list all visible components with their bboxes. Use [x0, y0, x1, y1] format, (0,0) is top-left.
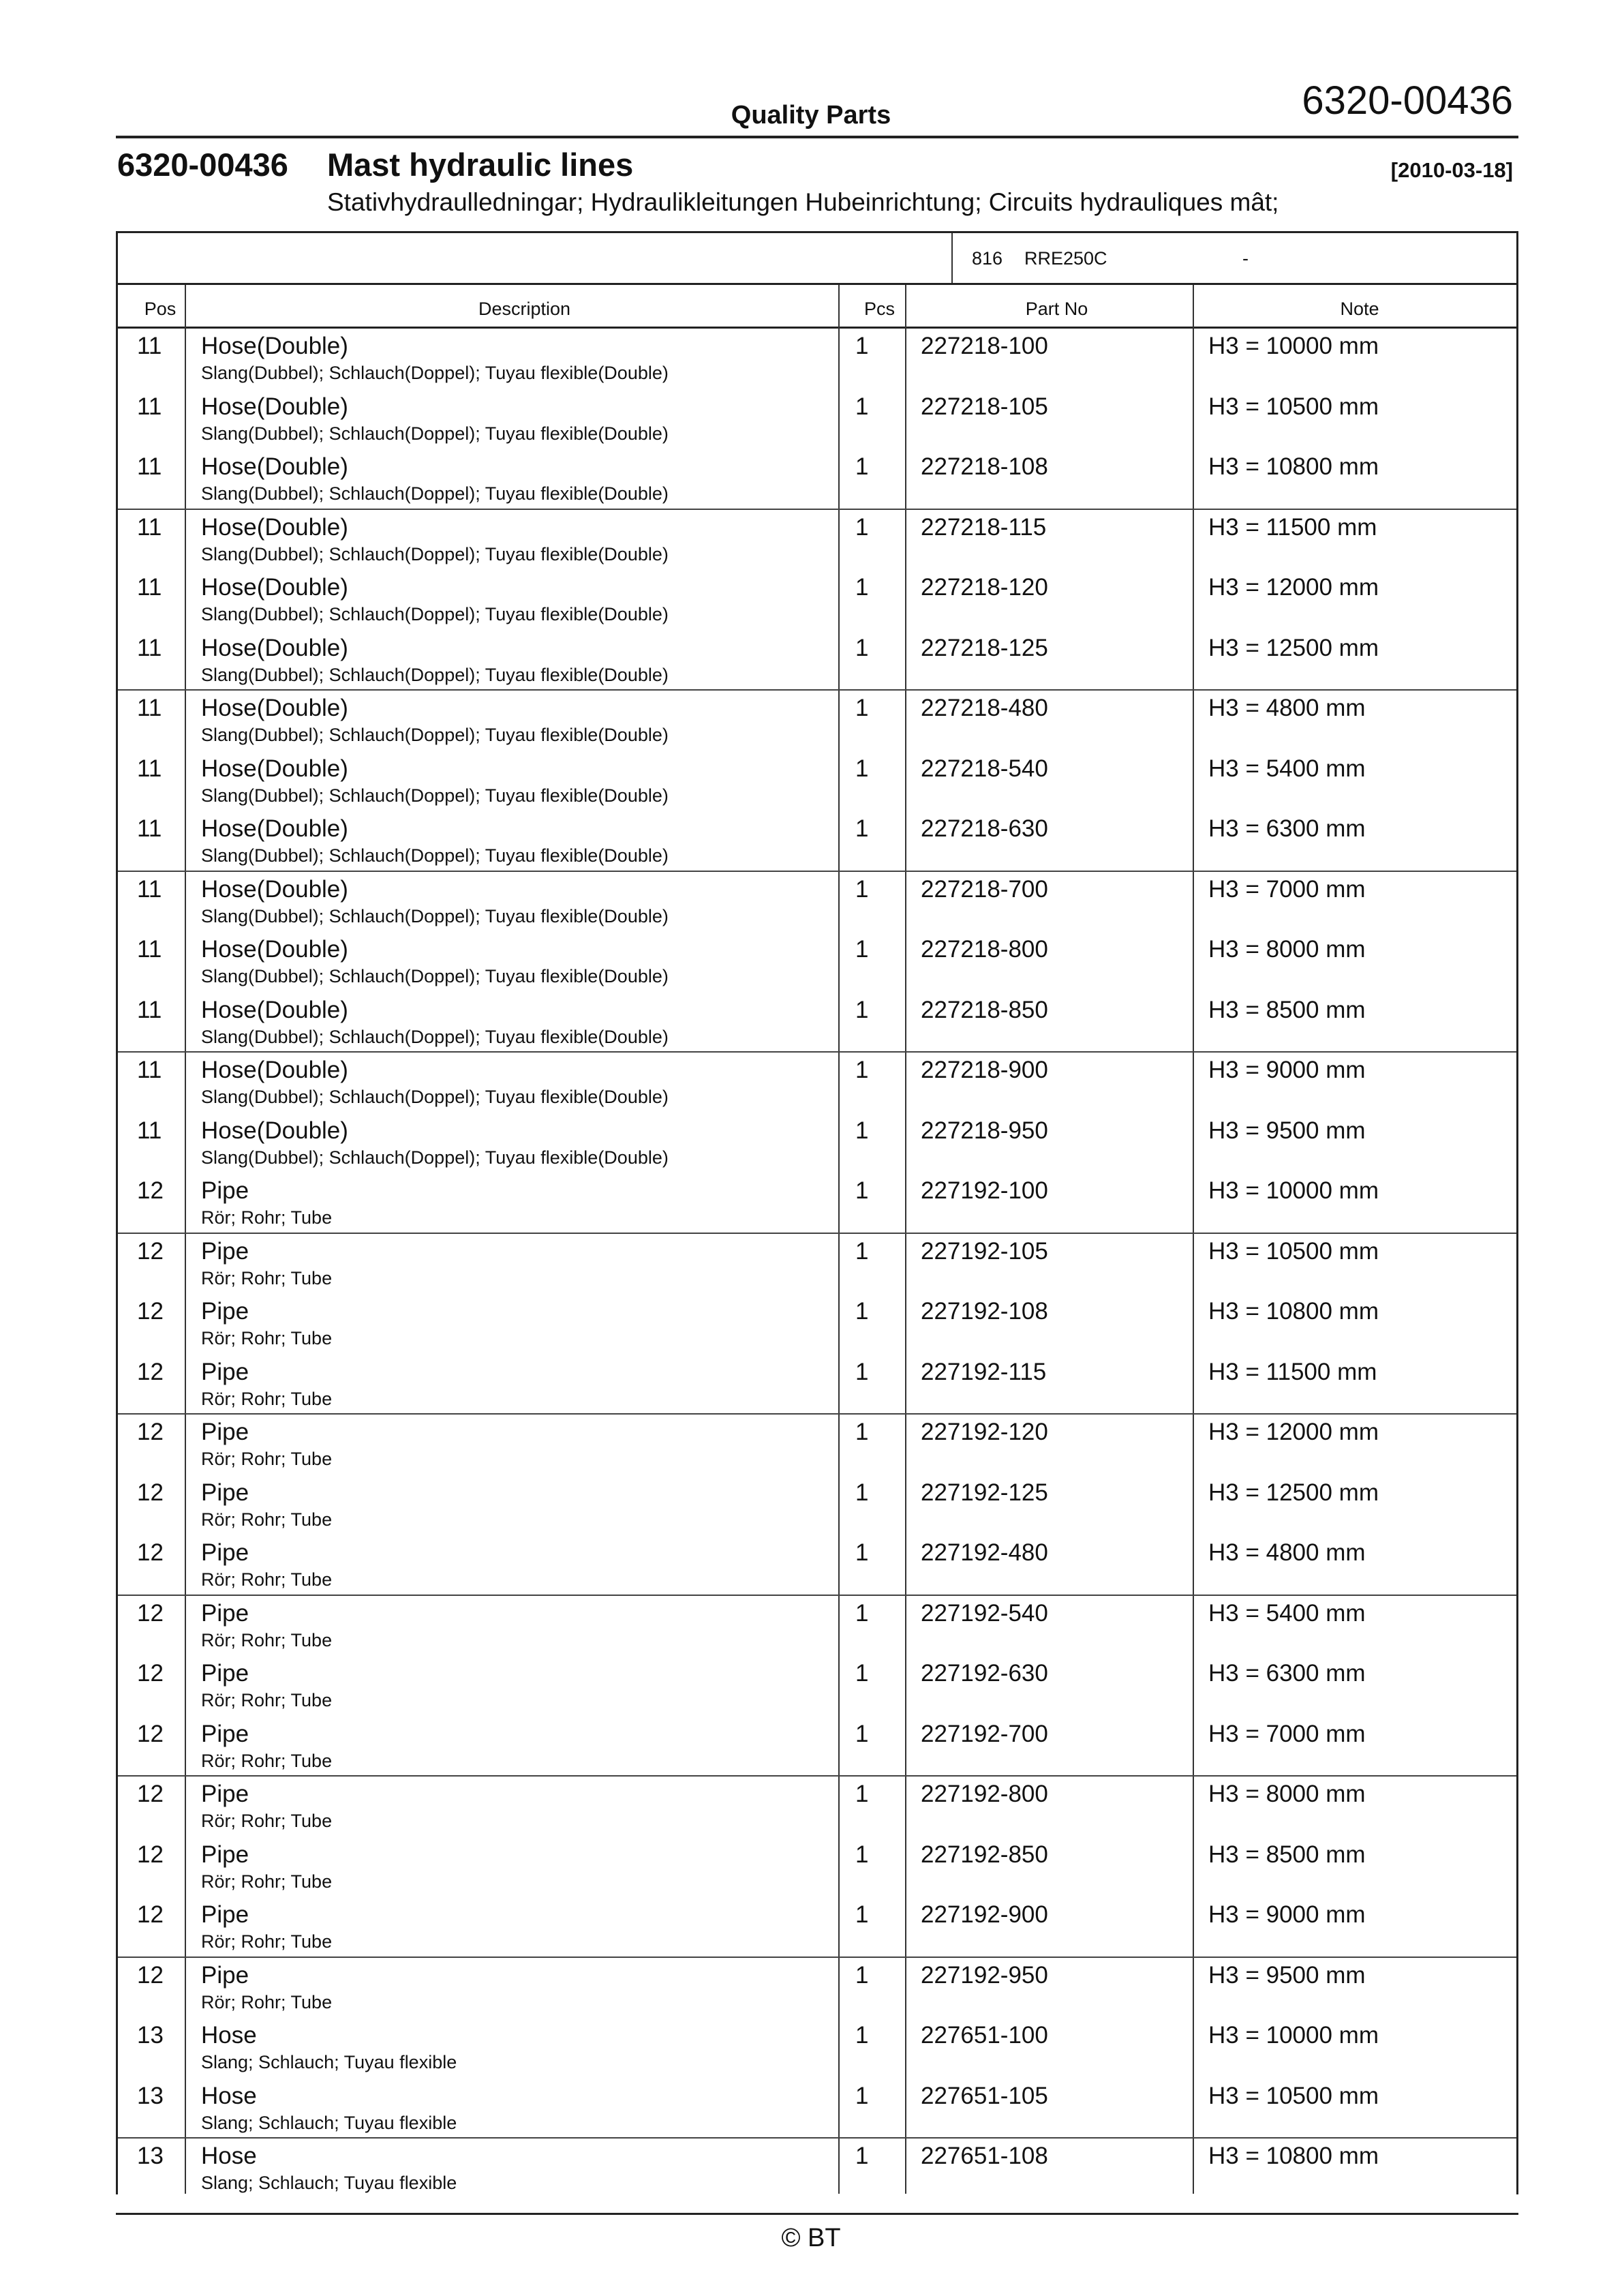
row-part-number: 227192-105 — [921, 1237, 1048, 1265]
row-part-number: 227192-125 — [921, 1479, 1048, 1506]
row-note: H3 = 7000 mm — [1208, 875, 1366, 903]
row-pos: 12 — [137, 1781, 164, 1807]
table-row — [118, 449, 1516, 510]
row-description: Hose(Double) — [201, 393, 348, 420]
row-description: Hose(Double) — [201, 996, 348, 1023]
row-description-translations: Rör; Rohr; Tube — [201, 1871, 333, 1892]
table-row — [118, 1656, 1516, 1717]
row-description-translations: Rör; Rohr; Tube — [201, 1569, 333, 1590]
row-description: Pipe — [201, 1479, 249, 1506]
row-description: Pipe — [201, 1419, 249, 1445]
header-divider — [116, 136, 1518, 138]
row-pos: 12 — [137, 1841, 164, 1868]
row-quantity: 1 — [855, 1479, 869, 1506]
row-note: H3 = 10000 mm — [1208, 333, 1379, 359]
row-description-translations: Rör; Rohr; Tube — [201, 1629, 333, 1650]
table-row — [118, 329, 1516, 389]
row-description-translations: Slang(Dubbel); Schlauch(Doppel); Tuyau flexible(Double) — [201, 905, 669, 926]
row-description: Hose(Double) — [201, 333, 348, 359]
row-description-translations: Slang; Schlauch; Tuyau flexible — [201, 2112, 457, 2133]
model-variant: - — [1242, 248, 1249, 269]
row-quantity: 1 — [855, 1841, 869, 1868]
table-row — [118, 993, 1516, 1053]
table-row — [118, 1053, 1516, 1113]
row-quantity: 1 — [855, 1358, 869, 1385]
row-quantity: 1 — [855, 1177, 869, 1204]
table-row — [118, 1897, 1516, 1958]
table-row — [118, 2079, 1516, 2139]
row-pos: 12 — [137, 1720, 164, 1747]
row-note: H3 = 7000 mm — [1208, 1720, 1366, 1747]
row-description: Hose — [201, 2022, 257, 2049]
row-pos: 12 — [137, 1599, 164, 1627]
row-pos: 11 — [137, 996, 162, 1023]
document-number: 6320-00436 — [1302, 78, 1513, 123]
row-quantity: 1 — [855, 1419, 869, 1445]
model-number: 816 — [972, 248, 1003, 269]
row-note: H3 = 8500 mm — [1208, 1841, 1366, 1868]
table-row — [118, 1837, 1516, 1898]
row-note: H3 = 10800 mm — [1208, 453, 1379, 480]
row-note: H3 = 12000 mm — [1208, 1419, 1379, 1445]
row-part-number: 227192-480 — [921, 1539, 1048, 1566]
row-part-number: 227192-800 — [921, 1781, 1048, 1807]
row-quantity: 1 — [855, 634, 869, 661]
row-description: Hose(Double) — [201, 453, 348, 480]
row-part-number: 227192-900 — [921, 1901, 1048, 1928]
row-description-translations: Slang(Dubbel); Schlauch(Doppel); Tuyau flexible(Double) — [201, 483, 669, 504]
column-header-pos: Pos — [144, 299, 177, 319]
page-title: Mast hydraulic lines — [327, 147, 634, 183]
row-description-translations: Rör; Rohr; Tube — [201, 1690, 333, 1710]
row-note: H3 = 10500 mm — [1208, 1237, 1379, 1265]
row-part-number: 227218-125 — [921, 634, 1048, 661]
row-description-translations: Rör; Rohr; Tube — [201, 1267, 333, 1288]
row-pos: 11 — [137, 1117, 162, 1144]
row-note: H3 = 11500 mm — [1208, 513, 1377, 541]
row-description: Pipe — [201, 1358, 249, 1385]
row-note: H3 = 4800 mm — [1208, 695, 1366, 721]
row-quantity: 1 — [855, 996, 869, 1023]
table-row — [118, 751, 1516, 812]
row-description-translations: Slang(Dubbel); Schlauch(Doppel); Tuyau flexible(Double) — [201, 543, 669, 564]
row-pos: 11 — [137, 634, 162, 661]
row-description-translations: Slang(Dubbel); Schlauch(Doppel); Tuyau flexible(Double) — [201, 966, 669, 986]
row-note: H3 = 4800 mm — [1208, 1539, 1366, 1566]
column-header-description: Description — [478, 299, 571, 319]
row-note: H3 = 9500 mm — [1208, 1961, 1366, 1989]
row-quantity: 1 — [855, 393, 869, 420]
row-description: Hose(Double) — [201, 1117, 348, 1144]
row-note: H3 = 8000 mm — [1208, 1781, 1366, 1807]
row-note: H3 = 9000 mm — [1208, 1057, 1366, 1083]
row-description: Pipe — [201, 1720, 249, 1747]
row-pos: 13 — [137, 2022, 164, 2049]
row-description: Pipe — [201, 1781, 249, 1807]
row-description-translations: Rör; Rohr; Tube — [201, 1750, 333, 1771]
row-description: Hose(Double) — [201, 513, 348, 541]
row-description-translations: Slang(Dubbel); Schlauch(Doppel); Tuyau flexible(Double) — [201, 604, 669, 624]
row-description-translations: Slang(Dubbel); Schlauch(Doppel); Tuyau flexible(Double) — [201, 1026, 669, 1047]
row-pos: 12 — [137, 1419, 164, 1445]
row-pos: 11 — [137, 333, 162, 359]
row-part-number: 227218-105 — [921, 393, 1048, 420]
row-pos: 12 — [137, 1177, 164, 1204]
row-pos: 12 — [137, 1479, 164, 1506]
row-description: Pipe — [201, 1599, 249, 1627]
row-description: Hose — [201, 2082, 257, 2109]
row-part-number: 227218-950 — [921, 1117, 1048, 1144]
row-description: Pipe — [201, 1901, 249, 1928]
row-quantity: 1 — [855, 1539, 869, 1566]
page-subtitle: Stativhydraulledningar; Hydraulikleitungen Hubeinrichtung; Circuits hydrauliques mât; — [327, 188, 1279, 216]
table-body — [118, 329, 1516, 2199]
row-pos: 12 — [137, 1901, 164, 1928]
row-description: Hose(Double) — [201, 695, 348, 721]
row-pos: 11 — [137, 936, 162, 963]
row-part-number: 227192-100 — [921, 1177, 1048, 1204]
row-quantity: 1 — [855, 1781, 869, 1807]
row-pos: 12 — [137, 1660, 164, 1687]
row-note: H3 = 6300 mm — [1208, 815, 1366, 842]
row-description-translations: Slang(Dubbel); Schlauch(Doppel); Tuyau flexible(Double) — [201, 423, 669, 444]
table-row — [118, 1355, 1516, 1415]
row-part-number: 227218-700 — [921, 875, 1048, 903]
row-part-number: 227192-950 — [921, 1961, 1048, 1989]
table-row — [118, 1958, 1516, 2019]
row-quantity: 1 — [855, 1961, 869, 1989]
row-part-number: 227218-120 — [921, 574, 1048, 601]
row-pos: 11 — [137, 513, 162, 541]
row-part-number: 227192-108 — [921, 1298, 1048, 1325]
row-description: Hose(Double) — [201, 875, 348, 903]
row-part-number: 227218-850 — [921, 996, 1048, 1023]
table-row — [118, 1415, 1516, 1475]
row-part-number: 227192-700 — [921, 1720, 1048, 1747]
row-description-translations: Slang(Dubbel); Schlauch(Doppel); Tuyau flexible(Double) — [201, 725, 669, 745]
row-quantity: 1 — [855, 1298, 869, 1325]
table-row — [118, 1475, 1516, 1536]
table-row — [118, 932, 1516, 993]
row-description: Hose(Double) — [201, 634, 348, 661]
row-quantity: 1 — [855, 695, 869, 721]
row-description: Hose(Double) — [201, 815, 348, 842]
row-quantity: 1 — [855, 1599, 869, 1627]
row-description-translations: Slang(Dubbel); Schlauch(Doppel); Tuyau flexible(Double) — [201, 363, 669, 383]
row-note: H3 = 8000 mm — [1208, 936, 1366, 963]
footer-divider — [116, 2213, 1518, 2215]
copyright: © BT — [781, 2224, 841, 2252]
row-pos: 12 — [137, 1237, 164, 1265]
row-description: Pipe — [201, 1539, 249, 1566]
row-description: Hose — [201, 2143, 257, 2169]
table-row — [118, 1596, 1516, 1657]
row-description: Hose(Double) — [201, 1057, 348, 1083]
row-description-translations: Rör; Rohr; Tube — [201, 1207, 333, 1228]
row-pos: 11 — [137, 875, 162, 903]
model-row — [118, 233, 1516, 285]
table-row — [118, 2139, 1516, 2199]
table-row — [118, 389, 1516, 450]
row-pos: 12 — [137, 1358, 164, 1385]
row-part-number: 227218-900 — [921, 1057, 1048, 1083]
table-row — [118, 691, 1516, 751]
row-description-translations: Slang(Dubbel); Schlauch(Doppel); Tuyau flexible(Double) — [201, 845, 669, 866]
row-description-translations: Slang; Schlauch; Tuyau flexible — [201, 2173, 457, 2193]
row-description: Hose(Double) — [201, 574, 348, 601]
row-quantity: 1 — [855, 453, 869, 480]
row-part-number: 227218-115 — [921, 513, 1047, 541]
row-note: H3 = 10000 mm — [1208, 1177, 1379, 1204]
row-pos: 11 — [137, 1057, 162, 1083]
row-description: Pipe — [201, 1961, 249, 1989]
table-row — [118, 1777, 1516, 1837]
row-quantity: 1 — [855, 2143, 869, 2169]
table-row — [118, 1113, 1516, 1174]
row-quantity: 1 — [855, 1237, 869, 1265]
row-part-number: 227218-630 — [921, 815, 1048, 842]
column-header-part-no: Part No — [1025, 299, 1088, 319]
column-header-note: Note — [1340, 299, 1379, 319]
row-quantity: 1 — [855, 1057, 869, 1083]
row-part-number: 227651-105 — [921, 2082, 1048, 2109]
row-quantity: 1 — [855, 2022, 869, 2049]
row-note: H3 = 10800 mm — [1208, 2143, 1379, 2169]
row-quantity: 1 — [855, 333, 869, 359]
row-description-translations: Slang; Schlauch; Tuyau flexible — [201, 2052, 457, 2072]
row-pos: 11 — [137, 815, 162, 842]
row-description: Hose(Double) — [201, 755, 348, 782]
row-part-number: 227218-480 — [921, 695, 1048, 721]
row-pos: 13 — [137, 2143, 164, 2169]
row-part-number: 227651-100 — [921, 2022, 1048, 2049]
row-part-number: 227218-540 — [921, 755, 1048, 782]
row-pos: 11 — [137, 393, 162, 420]
row-description: Pipe — [201, 1298, 249, 1325]
row-note: H3 = 5400 mm — [1208, 1599, 1366, 1627]
row-note: H3 = 8500 mm — [1208, 996, 1366, 1023]
row-quantity: 1 — [855, 2082, 869, 2109]
row-part-number: 227192-630 — [921, 1660, 1048, 1687]
row-quantity: 1 — [855, 1720, 869, 1747]
brand-label: Quality Parts — [731, 101, 891, 130]
table-row — [118, 1173, 1516, 1234]
row-note: H3 = 12500 mm — [1208, 634, 1379, 661]
page-title-code: 6320-00436 — [117, 147, 288, 183]
row-note: H3 = 5400 mm — [1208, 755, 1366, 782]
table-row — [118, 631, 1516, 691]
row-quantity: 1 — [855, 513, 869, 541]
row-description: Hose(Double) — [201, 936, 348, 963]
row-pos: 11 — [137, 574, 162, 601]
row-pos: 11 — [137, 695, 162, 721]
row-quantity: 1 — [855, 574, 869, 601]
row-note: H3 = 11500 mm — [1208, 1358, 1377, 1385]
row-pos: 11 — [137, 453, 162, 480]
row-pos: 12 — [137, 1961, 164, 1989]
row-quantity: 1 — [855, 755, 869, 782]
row-part-number: 227192-115 — [921, 1358, 1047, 1385]
row-description-translations: Rör; Rohr; Tube — [201, 1449, 333, 1469]
row-description-translations: Slang(Dubbel); Schlauch(Doppel); Tuyau flexible(Double) — [201, 664, 669, 685]
row-note: H3 = 10500 mm — [1208, 2082, 1379, 2109]
row-note: H3 = 9500 mm — [1208, 1117, 1366, 1144]
row-description: Pipe — [201, 1177, 249, 1204]
row-quantity: 1 — [855, 875, 869, 903]
row-note: H3 = 12000 mm — [1208, 574, 1379, 601]
column-header-pcs: Pcs — [863, 299, 895, 319]
row-description-translations: Rör; Rohr; Tube — [201, 1328, 333, 1348]
row-quantity: 1 — [855, 1901, 869, 1928]
row-part-number: 227651-108 — [921, 2143, 1048, 2169]
row-pos: 13 — [137, 2082, 164, 2109]
row-description-translations: Slang(Dubbel); Schlauch(Doppel); Tuyau flexible(Double) — [201, 1087, 669, 1107]
row-description-translations: Rör; Rohr; Tube — [201, 1509, 333, 1530]
model-name: RRE250C — [1024, 248, 1107, 269]
row-note: H3 = 10000 mm — [1208, 2022, 1379, 2049]
row-quantity: 1 — [855, 815, 869, 842]
row-description: Pipe — [201, 1841, 249, 1868]
row-description-translations: Rör; Rohr; Tube — [201, 1388, 333, 1409]
row-pos: 12 — [137, 1539, 164, 1566]
row-part-number: 227192-850 — [921, 1841, 1048, 1868]
row-note: H3 = 6300 mm — [1208, 1660, 1366, 1687]
table-row — [118, 510, 1516, 571]
table-row — [118, 1535, 1516, 1596]
row-quantity: 1 — [855, 1660, 869, 1687]
row-part-number: 227192-540 — [921, 1599, 1048, 1627]
model-cell — [951, 233, 1518, 283]
table-row — [118, 872, 1516, 933]
row-quantity: 1 — [855, 1117, 869, 1144]
row-description-translations: Rör; Rohr; Tube — [201, 1931, 333, 1952]
row-part-number: 227218-800 — [921, 936, 1048, 963]
row-note: H3 = 10500 mm — [1208, 393, 1379, 420]
row-part-number: 227218-100 — [921, 333, 1048, 359]
revision-date: [2010-03-18] — [1390, 158, 1513, 182]
row-description-translations: Slang(Dubbel); Schlauch(Doppel); Tuyau flexible(Double) — [201, 1147, 669, 1168]
parts-table — [116, 231, 1518, 2194]
table-row — [118, 2018, 1516, 2079]
row-part-number: 227192-120 — [921, 1419, 1048, 1445]
row-part-number: 227218-108 — [921, 453, 1048, 480]
table-row — [118, 811, 1516, 872]
row-description-translations: Rör; Rohr; Tube — [201, 1811, 333, 1831]
row-description-translations: Rör; Rohr; Tube — [201, 1991, 333, 2012]
row-description: Pipe — [201, 1237, 249, 1265]
table-row — [118, 1234, 1516, 1295]
row-pos: 11 — [137, 755, 162, 782]
table-row — [118, 570, 1516, 631]
row-description-translations: Slang(Dubbel); Schlauch(Doppel); Tuyau flexible(Double) — [201, 785, 669, 806]
row-note: H3 = 12500 mm — [1208, 1479, 1379, 1506]
row-note: H3 = 9000 mm — [1208, 1901, 1366, 1928]
row-quantity: 1 — [855, 936, 869, 963]
table-row — [118, 1717, 1516, 1777]
row-pos: 12 — [137, 1298, 164, 1325]
table-header — [118, 285, 1516, 329]
row-note: H3 = 10800 mm — [1208, 1298, 1379, 1325]
row-description: Pipe — [201, 1660, 249, 1687]
table-row — [118, 1294, 1516, 1355]
